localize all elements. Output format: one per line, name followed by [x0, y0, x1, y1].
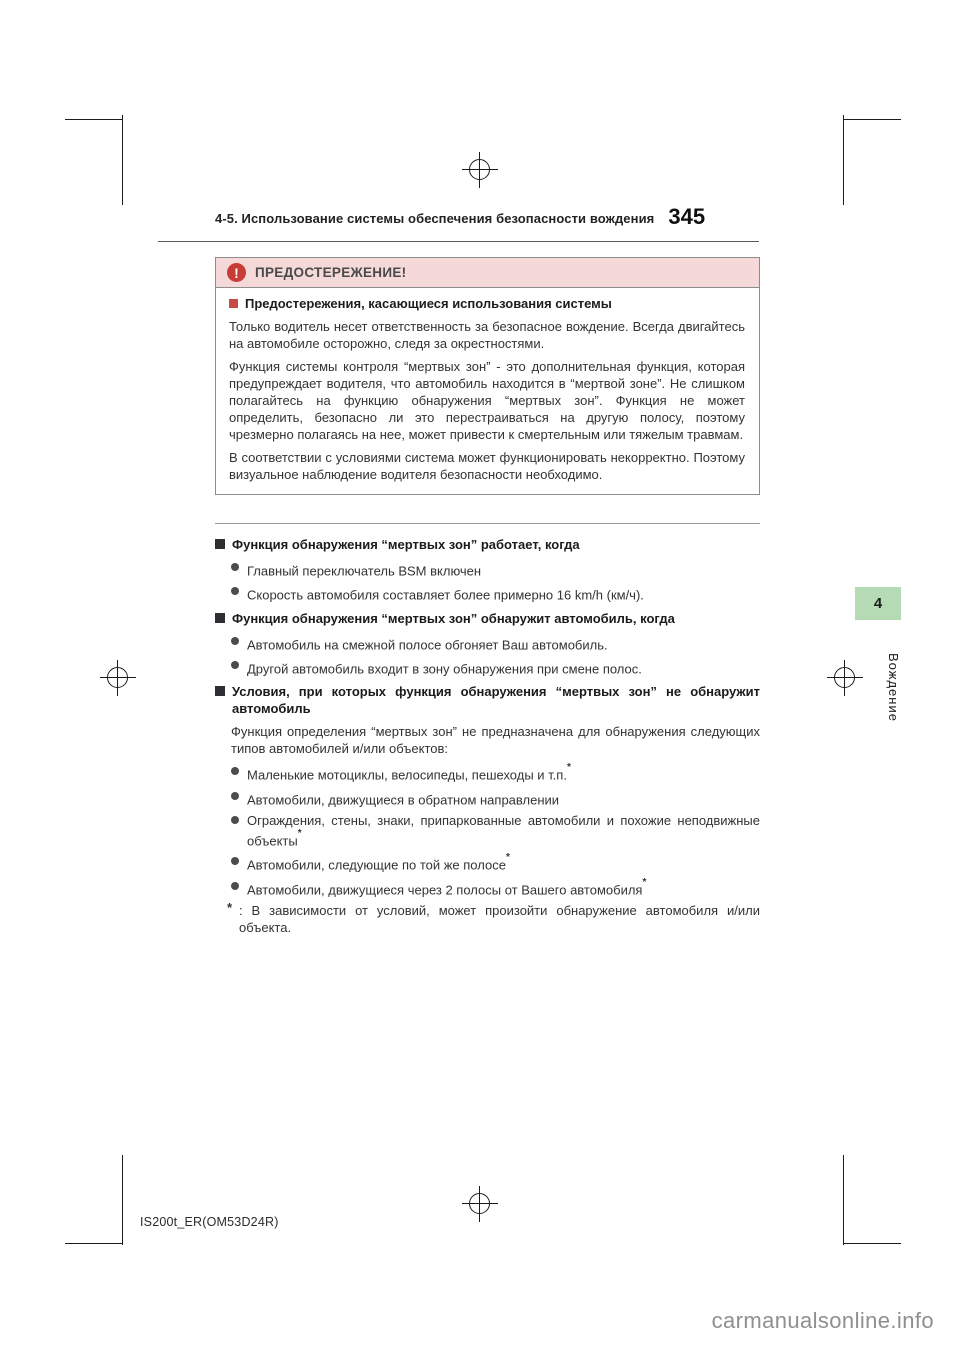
- crop-mark-bottom-right-h: [844, 1243, 901, 1244]
- warning-paragraph: В соответствии с условиями система может функционировать некорректно. Поэтому визуальное наблюдение водителя безопасности необходимо.: [229, 450, 745, 482]
- crop-mark-bottom-left-v: [122, 1155, 123, 1245]
- crop-mark-bottom-right-v: [843, 1155, 844, 1245]
- circle-bullet-icon: [231, 767, 239, 775]
- crop-mark-top-left-h: [65, 119, 122, 120]
- warning-box-header: [216, 258, 759, 288]
- list-item: Скорость автомобиля составляет более примерно 16 km/h (км/ч).: [231, 583, 760, 603]
- crop-mark-top-right-v: [843, 115, 844, 205]
- circle-bullet-icon: [231, 857, 239, 865]
- main-content: [215, 536, 760, 936]
- section-heading: Условия, при которых функция обнаружения “мертвых зон” не обнаружит автомобиль: [215, 683, 760, 717]
- footnote-asterisk: *: [227, 899, 233, 915]
- circle-bullet-icon: [231, 792, 239, 800]
- registration-mark-top: [462, 152, 498, 188]
- asterisk-marker: *: [566, 762, 571, 774]
- section-header: 4-5. Использование системы обеспечения безопасности вождения: [215, 211, 655, 226]
- warning-paragraph: Только водитель несет ответственность за безопасное вождение. Всегда двигайтесь на автомобиле осторожно, следя за окрестностями.: [229, 319, 745, 351]
- warning-icon: !: [227, 263, 246, 282]
- list-item: Автомобили, следующие по той же полосе*: [231, 853, 760, 873]
- square-bullet-icon: [215, 613, 225, 623]
- list-item: Главный переключатель BSM включен: [231, 559, 760, 579]
- list-item: Другой автомобиль входит в зону обнаружения при смене полос.: [231, 657, 760, 677]
- warning-box-underline: [215, 523, 760, 524]
- page-header: [215, 206, 775, 227]
- section-heading: Функция обнаружения “мертвых зон” работает, когда: [215, 536, 760, 553]
- warning-section-title: Предостережения, касающиеся использования системы: [245, 296, 612, 311]
- header-rule: [158, 241, 759, 242]
- asterisk-marker: *: [297, 827, 302, 839]
- warning-box: [215, 257, 760, 495]
- chapter-tab-label: Вождение: [886, 652, 901, 722]
- warning-box-body: [216, 288, 759, 494]
- list-item: Ограждения, стены, знаки, припаркованные автомобили и похожие неподвижные объекты*: [231, 812, 760, 849]
- footnote: [227, 899, 760, 936]
- list-item: Автомобиль на смежной полосе обгоняет Ваш автомобиль.: [231, 633, 760, 653]
- crop-mark-top-left-v: [122, 115, 123, 205]
- chapter-tab-number: 4: [855, 587, 901, 620]
- asterisk-marker: *: [642, 876, 647, 888]
- footnote-text: : В зависимости от условий, может произойти обнаружение автомобиля и/или объекта.: [239, 902, 760, 935]
- warning-title: ПРЕДОСТЕРЕЖЕНИЕ!: [255, 265, 407, 280]
- crop-mark-top-right-h: [844, 119, 901, 120]
- registration-mark-bottom: [462, 1186, 498, 1222]
- red-square-bullet-icon: [229, 299, 238, 308]
- watermark: carmanualsonline.info: [711, 1308, 934, 1333]
- section-heading: Функция обнаружения “мертвых зон” обнаружит автомобиль, когда: [215, 610, 760, 627]
- circle-bullet-icon: [231, 563, 239, 571]
- square-bullet-icon: [215, 686, 225, 696]
- section-intro: Функция определения “мертвых зон” не предназначена для обнаружения следующих типов автомобилей и/или объектов:: [231, 724, 760, 757]
- page-number: 345: [668, 204, 706, 229]
- list-item: Автомобили, движущиеся через 2 полосы от Вашего автомобиля*: [231, 878, 760, 898]
- circle-bullet-icon: [231, 816, 239, 824]
- list-item: Маленькие мотоциклы, велосипеды, пешеходы и т.п.*: [231, 763, 760, 783]
- document-code: IS200t_ER(OM53D24R): [140, 1215, 279, 1229]
- circle-bullet-icon: [231, 637, 239, 645]
- registration-mark-left: [100, 660, 136, 696]
- crop-mark-bottom-left-h: [65, 1243, 122, 1244]
- circle-bullet-icon: [231, 882, 239, 890]
- list-item: Автомобили, движущиеся в обратном направлении: [231, 788, 760, 808]
- circle-bullet-icon: [231, 661, 239, 669]
- warning-section-heading: [229, 295, 745, 312]
- circle-bullet-icon: [231, 587, 239, 595]
- square-bullet-icon: [215, 539, 225, 549]
- warning-paragraph: Функция системы контроля “мертвых зон” - это дополнительная функция, которая предупреждает водителя, что автомобиль находится в “мертвой зоне”. Не слишком полагайтесь на функцию обнаружения “мертвых зон”. Функция не может определить, безопасно ли это перестраиваться на другую полосу, поэтому чрезмерно полагаясь на нее, может привести к смертельным или тяжелым травмам.: [229, 359, 745, 442]
- asterisk-marker: *: [505, 852, 510, 864]
